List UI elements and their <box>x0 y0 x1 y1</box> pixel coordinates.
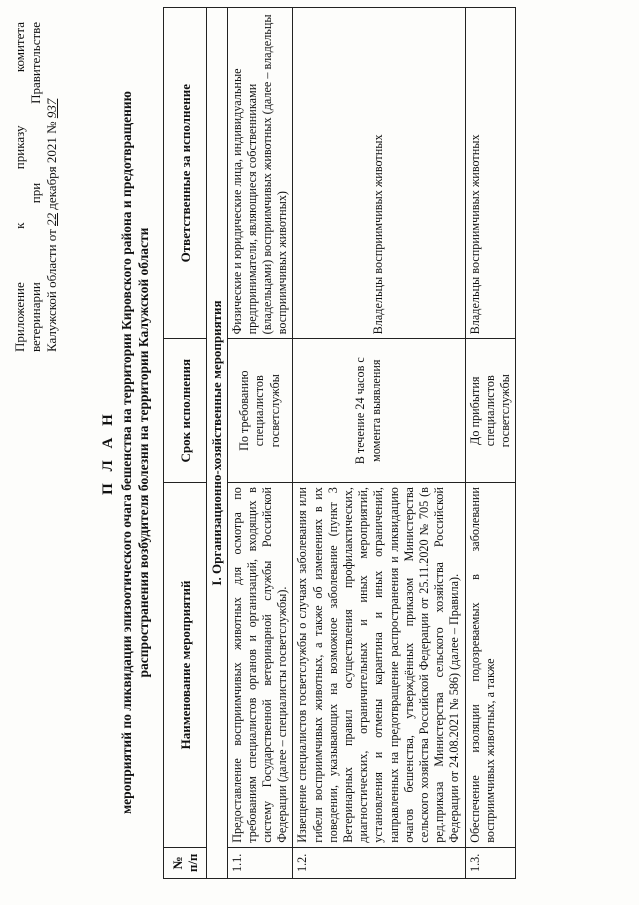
row-measure: Предоставление восприимчивых животных для осмотра по требованиям специалистов органов и организаций, входящих в систему Государственной ветеринарной службы Российской Федерации (далее – специалисты госветслужбы). <box>227 483 293 848</box>
row-number: 1.2. <box>293 847 465 878</box>
row-measure: Обеспечение изоляции подозреваемых в заболевании восприимчивых животных, а также <box>465 483 516 848</box>
row-measure: Извещение специалистов госветслужбы о случаях заболевания или гибели восприимчивых животных, а также об изменениях в их поведении, указывающих на возможное заболевание (пункт 3 Ветеринарных правил осуществления профилактических, диагностических, ограничительных и иных мероприятий, установления и отмены карантина и иных ограничений, направленных на предотвращение распространения и ликвидацию очагов бешенства, утверждённых приказом Министерства сельского хозяйства Российской Федерации от 25.11.2020 № 705 (в ред.приказа Министерства сельского хозяйства Российской Федерации от 24.08.2021 № 586) (далее – Правила). <box>293 483 465 848</box>
approval-stamp-text <box>12 22 60 352</box>
section-row <box>207 8 227 879</box>
row-responsible: Владельцы восприимчивых животных <box>465 8 516 339</box>
row-responsible: Физические и юридические лица, индивидуальные предприниматели, являющиеся собственниками (владельцами) восприимчивых животных (далее – владельцы восприимчивых животных) <box>227 8 293 339</box>
document-subtitle: мероприятий по ликвидации эпизоотического очага бешенства на территории Кировского района и предотвращению распространения возбудителя болезни на территории Калужской области <box>119 91 151 815</box>
approval-line-2: ветеринарии при Правительстве <box>28 22 43 352</box>
approval-day: 22 <box>44 212 59 226</box>
section-title: I. Организационно-хозяйственные мероприятия <box>207 8 227 879</box>
row-number: 1.3. <box>465 847 516 878</box>
header-number: № п/п <box>164 847 207 878</box>
row-term: До прибытия специалистов госветслужбы <box>465 339 516 483</box>
approval-line-1: Приложение к приказу комитета <box>12 22 27 352</box>
table-row <box>227 8 293 879</box>
table-header-row <box>164 8 207 879</box>
header-responsible: Ответственные за исполнение <box>164 8 207 339</box>
approval-number: 937 <box>44 98 59 119</box>
approval-date-mid: декабря 2021 № <box>44 121 59 210</box>
row-number: 1.1. <box>227 847 293 878</box>
row-term: В течение 24 часов с момента выявления <box>293 339 465 483</box>
approval-date-prefix: Калужской области от <box>44 229 59 352</box>
plan-table <box>163 7 516 879</box>
approval-line-3 <box>44 22 60 352</box>
table-row <box>465 8 516 879</box>
document-title: П Л А Н <box>100 410 116 495</box>
row-term: По требованию специалистов госветслужбы <box>227 339 293 483</box>
header-name: Наименование мероприятий <box>164 483 207 848</box>
row-responsible: Владельцы восприимчивых животных <box>293 8 465 339</box>
table-row <box>293 8 465 879</box>
header-term: Срок исполнения <box>164 339 207 483</box>
